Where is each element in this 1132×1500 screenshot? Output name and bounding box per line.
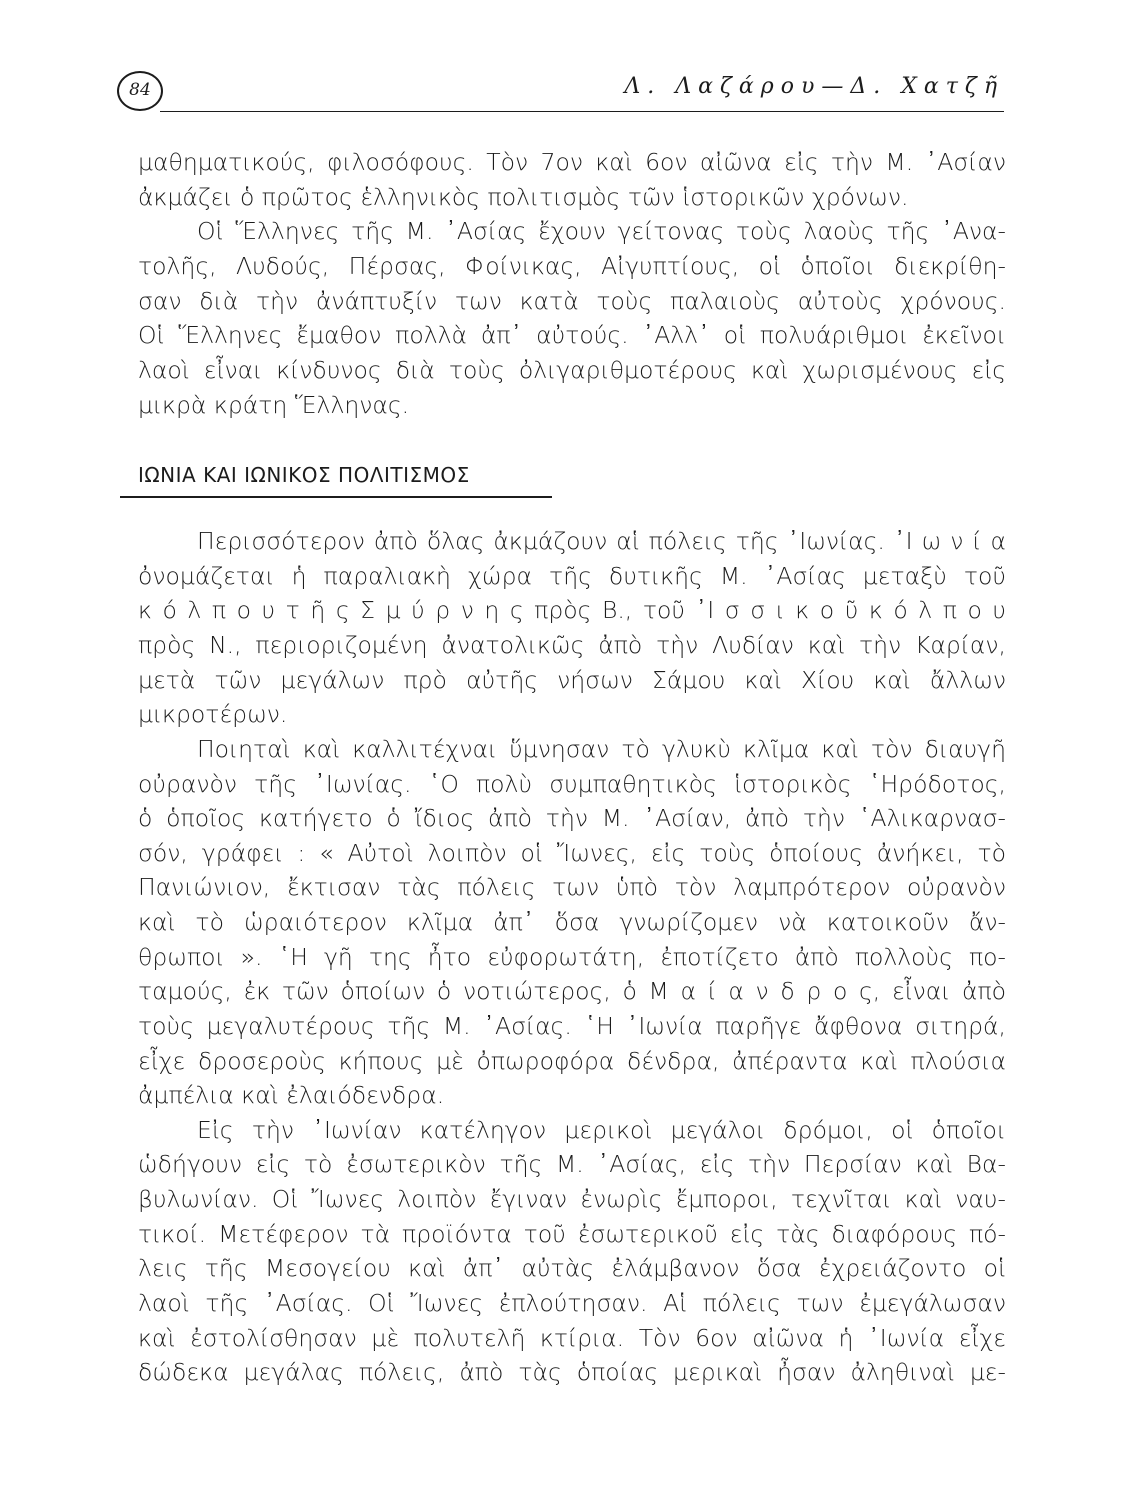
text-line: ὡδήγουν εἰς τὸ ἐσωτερικὸν τῆς Μ. ᾿Ασίας, εἰς τὴν Περσίαν καὶ Βα- bbox=[138, 1150, 1006, 1178]
text-line: ὀνομάζεται ἡ παραλιακὴ χώρα τῆς δυτικῆς Μ. ᾿Ασίας μεταξὺ τοῦ bbox=[138, 562, 1006, 590]
text-line: βυλωνίαν. Οἱ Ἴωνες λοιπὸν ἔγιναν ἐνωρὶς ἔμποροι, τεχνῖται καὶ ναυ- bbox=[138, 1185, 1006, 1213]
text-line: θρωποι ». ῾Η γῆ της ἦτο εὐφορωτάτη, ἐποτίζετο ἀπὸ πολλοὺς πο- bbox=[138, 943, 1006, 971]
header-rule bbox=[160, 111, 1004, 112]
text-line: τικοί. Μετέφερον τὰ προϊόντα τοῦ ἐσωτερικοῦ εἰς τὰς διαφόρους πό- bbox=[138, 1220, 1006, 1248]
text-line: Πανιώνιον, ἔκτισαν τὰς πόλεις των ὑπὸ τὸν λαμπρότερον οὐρανὸν bbox=[138, 873, 1006, 901]
text-line: καὶ ἐστολίσθησαν μὲ πολυτελῆ κτίρια. Τὸν 6ον αἰῶνα ἡ ᾿Ιωνία εἶχε bbox=[138, 1324, 1006, 1352]
text-line: δώδεκα μεγάλας πόλεις, ἀπὸ τὰς ὁποίας μερικαὶ ἦσαν ἀληθιναὶ με- bbox=[138, 1358, 1006, 1386]
text-line: σόν, γράφει : « Αὐτοὶ λοιπὸν οἱ Ἴωνες, εἰς τοὺς ὁποίους ἀνήκει, τὸ bbox=[138, 839, 1006, 867]
text-line: οὐρανὸν τῆς ᾿Ιωνίας. ῾Ο πολὺ συμπαθητικὸς ἱστορικὸς ῾Ηρόδοτος, bbox=[138, 770, 1006, 798]
text-line: μικρὰ κράτη Ἕλληνας. bbox=[138, 391, 410, 419]
text-line: λεις τῆς Μεσογείου καὶ ἀπ᾿ αὐτὰς ἐλάμβανον ὅσα ἐχρειάζοντο οἱ bbox=[138, 1254, 1006, 1282]
text-line: λαοὶ τῆς ᾿Ασίας. Οἱ Ἴωνες ἐπλούτησαν. Αἱ πόλεις των ἐμεγάλωσαν bbox=[138, 1289, 1006, 1317]
text-line: μικροτέρων. bbox=[138, 700, 288, 728]
text-line: Εἰς τὴν ᾿Ιωνίαν κατέληγον μερικοὶ μεγάλοι δρόμοι, οἱ ὁποῖοι bbox=[197, 1116, 1006, 1144]
text-line: Ποιηταὶ καὶ καλλιτέχναι ὕμνησαν τὸ γλυκὺ κλῖμα καὶ τὸν διαυγῆ bbox=[197, 735, 1006, 763]
text-line: Οἱ Ἕλληνες ἔμαθον πολλὰ ἀπ᾿ αὐτούς. ᾿Αλλ᾿ οἱ πολυάριθμοι ἐκεῖνοι bbox=[138, 321, 1006, 349]
section-heading: ΙΩΝΙΑ ΚΑΙ ΙΩΝΙΚΟΣ ΠΟΛΙΤΙΣΜΟΣ bbox=[138, 463, 470, 487]
page-number: 84 bbox=[117, 71, 163, 111]
text-line: κ ό λ π ο υ τ ῆ ς Σ μ ύ ρ ν η ς πρὸς Β., τοῦ ᾿Ι σ σ ι κ ο ῦ κ ό λ π ο υ bbox=[138, 596, 1006, 624]
heading-underline bbox=[120, 496, 552, 498]
text-line: τολῆς, Λυδούς, Πέρσας, Φοίνικας, Αἰγυπτίους, οἱ ὁποῖοι διεκρίθη- bbox=[138, 252, 1006, 280]
text-line: πρὸς Ν., περιοριζομένη ἀνατολικῶς ἀπὸ τὴν Λυδίαν καὶ τὴν Καρίαν, bbox=[138, 631, 1006, 659]
text-line: ταμούς, ἐκ τῶν ὁποίων ὁ νοτιώτερος, ὁ Μ α ί α ν δ ρ ο ς, εἶναι ἀπὸ bbox=[138, 977, 1006, 1005]
text-line: μαθηματικούς, φιλοσόφους. Τὸν 7ον καὶ 6ον αἰῶνα εἰς τὴν Μ. ᾿Ασίαν bbox=[138, 148, 1006, 176]
text-line: ἀμπέλια καὶ ἐλαιόδενδρα. bbox=[138, 1081, 445, 1109]
text-line: ὁ ὁποῖος κατήγετο ὁ ἴδιος ἀπὸ τὴν Μ. ᾿Ασίαν, ἀπὸ τὴν ῾Αλικαρνασ- bbox=[138, 804, 1006, 832]
text-line: εἶχε δροσεροὺς κήπους μὲ ὀπωροφόρα δένδρα, ἀπέραντα καὶ πλούσια bbox=[138, 1047, 1006, 1075]
text-line: καὶ τὸ ὡραιότερον κλῖμα ἀπ᾿ ὅσα γνωρίζομεν νὰ κατοικοῦν ἄν- bbox=[138, 908, 1006, 936]
running-head: Λ. Λαζάρου—Δ. Χατζῆ bbox=[624, 74, 1004, 99]
text-line: σαν διὰ τὴν ἀνάπτυξίν των κατὰ τοὺς παλαιοὺς αὐτοὺς χρόνους. bbox=[138, 287, 1006, 315]
text-line: ἀκμάζει ὁ πρῶτος ἑλληνικὸς πολιτισμὸς τῶν ἱστορικῶν χρόνων. bbox=[138, 183, 909, 211]
text-line: λαοὶ εἶναι κίνδυνος διὰ τοὺς ὀλιγαριθμοτέρους καὶ χωρισμένους εἰς bbox=[138, 356, 1006, 384]
text-line: τοὺς μεγαλυτέρους τῆς Μ. ᾿Ασίας. ῾Η ᾿Ιωνία παρῆγε ἄφθονα σιτηρά, bbox=[138, 1012, 1006, 1040]
text-line: Οἱ Ἕλληνες τῆς Μ. ᾿Ασίας ἔχουν γείτονας τοὺς λαοὺς τῆς ᾿Ανα- bbox=[197, 217, 1006, 245]
text-line: Περισσότερον ἀπὸ ὅλας ἀκμάζουν αἱ πόλεις τῆς ᾿Ιωνίας. ᾿Ι ω ν ί α bbox=[197, 527, 1006, 555]
text-line: μετὰ τῶν μεγάλων πρὸ αὐτῆς νήσων Σάμου καὶ Χίου καὶ ἄλλων bbox=[138, 666, 1006, 694]
